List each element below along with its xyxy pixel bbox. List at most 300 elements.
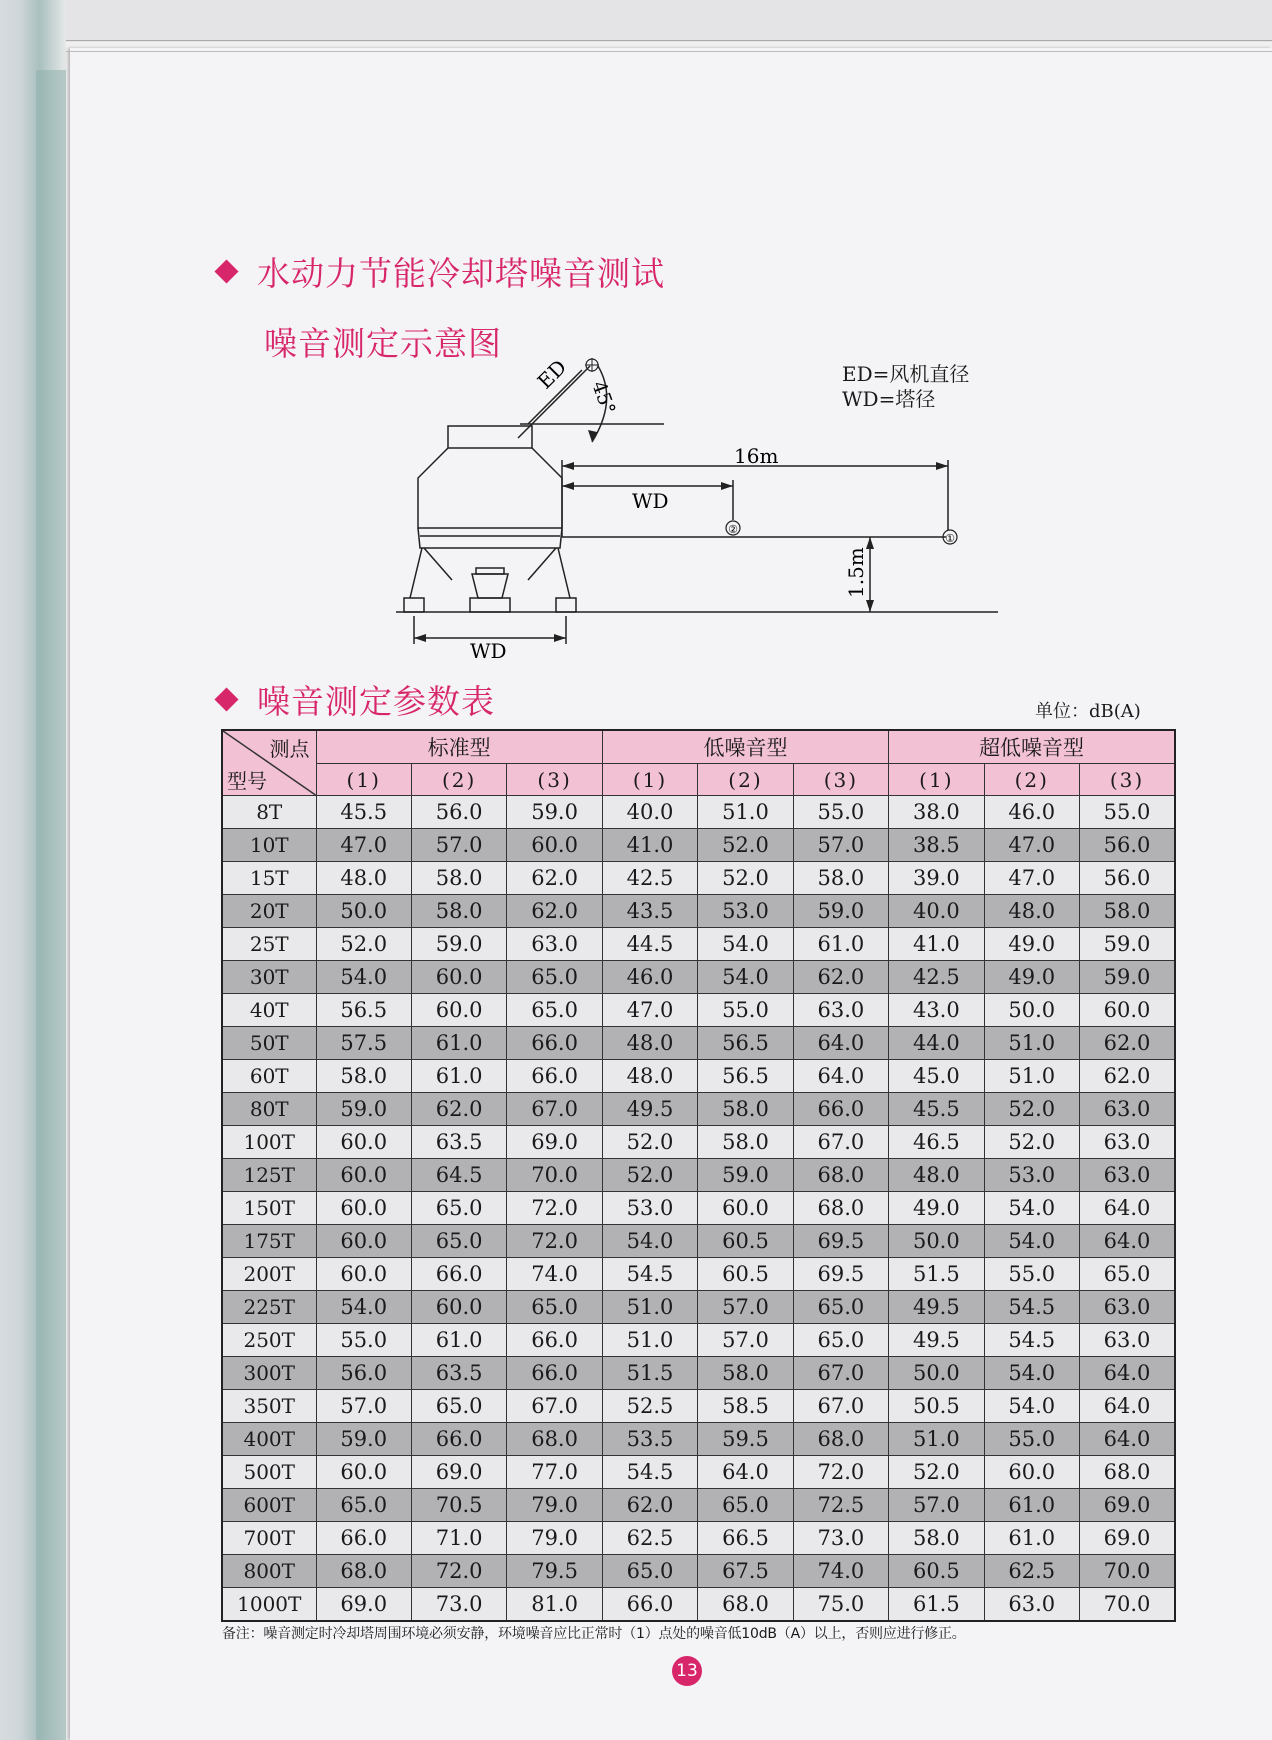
table-row <box>222 1522 1175 1555</box>
group-header-ultra-low-noise: 超低噪音型 <box>889 730 1175 764</box>
noise-value-cell: 66.0 <box>316 1522 411 1555</box>
noise-value-cell: 50.0 <box>316 895 411 928</box>
table-row <box>222 1060 1175 1093</box>
noise-value-cell: 67.0 <box>507 1390 602 1423</box>
table-row <box>222 1456 1175 1489</box>
noise-value-cell: 64.0 <box>1080 1357 1176 1390</box>
noise-value-cell: 57.0 <box>889 1489 984 1522</box>
noise-value-cell: 60.0 <box>507 829 602 862</box>
noise-value-cell: 72.0 <box>411 1555 506 1588</box>
noise-value-cell: 61.0 <box>984 1489 1079 1522</box>
noise-value-cell: 65.0 <box>507 1291 602 1324</box>
noise-value-cell: 48.0 <box>889 1159 984 1192</box>
table-row <box>222 829 1175 862</box>
noise-value-cell: 49.0 <box>889 1192 984 1225</box>
point-header: (1) <box>316 764 411 796</box>
noise-value-cell: 59.5 <box>698 1423 793 1456</box>
noise-value-cell: 69.0 <box>411 1456 506 1489</box>
noise-value-cell: 52.0 <box>698 829 793 862</box>
noise-value-cell: 60.0 <box>411 994 506 1027</box>
noise-value-cell: 48.0 <box>316 862 411 895</box>
noise-value-cell: 59.0 <box>1080 961 1176 994</box>
noise-value-cell: 54.0 <box>698 961 793 994</box>
noise-value-cell: 64.0 <box>793 1027 888 1060</box>
noise-value-cell: 75.0 <box>793 1588 888 1622</box>
noise-value-cell: 58.0 <box>411 895 506 928</box>
noise-value-cell: 52.0 <box>698 862 793 895</box>
noise-value-cell: 64.0 <box>698 1456 793 1489</box>
model-cell: 300T <box>222 1357 316 1390</box>
noise-value-cell: 47.0 <box>316 829 411 862</box>
noise-value-cell: 68.0 <box>316 1555 411 1588</box>
noise-value-cell: 69.5 <box>793 1225 888 1258</box>
noise-value-cell: 60.0 <box>316 1258 411 1291</box>
noise-value-cell: 62.0 <box>793 961 888 994</box>
noise-value-cell: 70.5 <box>411 1489 506 1522</box>
table-row <box>222 1555 1175 1588</box>
point-header: (1) <box>602 764 697 796</box>
noise-value-cell: 59.0 <box>793 895 888 928</box>
noise-value-cell: 55.0 <box>793 796 888 829</box>
table-corner-header <box>222 730 316 796</box>
noise-value-cell: 52.0 <box>316 928 411 961</box>
model-cell: 15T <box>222 862 316 895</box>
noise-value-cell: 46.0 <box>602 961 697 994</box>
noise-value-cell: 67.5 <box>698 1555 793 1588</box>
noise-value-cell: 69.5 <box>793 1258 888 1291</box>
model-cell: 10T <box>222 829 316 862</box>
noise-value-cell: 51.0 <box>602 1324 697 1357</box>
noise-value-cell: 54.0 <box>316 961 411 994</box>
noise-value-cell: 53.0 <box>698 895 793 928</box>
noise-value-cell: 63.0 <box>1080 1093 1176 1126</box>
noise-value-cell: 66.0 <box>602 1588 697 1622</box>
table-row <box>222 1192 1175 1225</box>
noise-value-cell: 63.0 <box>1080 1126 1176 1159</box>
noise-value-cell: 60.0 <box>984 1456 1079 1489</box>
noise-value-cell: 60.0 <box>316 1126 411 1159</box>
noise-value-cell: 65.0 <box>411 1192 506 1225</box>
noise-value-cell: 54.5 <box>602 1258 697 1291</box>
table-row <box>222 1027 1175 1060</box>
noise-value-cell: 60.0 <box>316 1159 411 1192</box>
noise-value-cell: 63.0 <box>1080 1324 1176 1357</box>
point-header: (3) <box>507 764 602 796</box>
tower-body-lower <box>418 528 562 548</box>
noise-value-cell: 43.5 <box>602 895 697 928</box>
model-cell: 8T <box>222 796 316 829</box>
noise-value-cell: 66.0 <box>411 1423 506 1456</box>
noise-value-cell: 50.0 <box>984 994 1079 1027</box>
noise-value-cell: 62.5 <box>602 1522 697 1555</box>
model-cell: 125T <box>222 1159 316 1192</box>
label-16m: 16m <box>734 444 779 468</box>
model-cell: 150T <box>222 1192 316 1225</box>
noise-value-cell: 61.0 <box>411 1324 506 1357</box>
noise-value-cell: 62.0 <box>507 862 602 895</box>
noise-value-cell: 55.0 <box>984 1258 1079 1291</box>
noise-value-cell: 62.0 <box>507 895 602 928</box>
noise-value-cell: 58.0 <box>698 1357 793 1390</box>
noise-value-cell: 70.0 <box>507 1159 602 1192</box>
noise-value-cell: 57.0 <box>793 829 888 862</box>
model-cell: 20T <box>222 895 316 928</box>
noise-value-cell: 52.0 <box>602 1126 697 1159</box>
noise-measurement-diagram <box>0 0 1272 700</box>
model-cell: 175T <box>222 1225 316 1258</box>
noise-value-cell: 51.5 <box>889 1258 984 1291</box>
noise-value-cell: 56.0 <box>316 1357 411 1390</box>
noise-value-cell: 65.0 <box>793 1291 888 1324</box>
model-cell: 80T <box>222 1093 316 1126</box>
noise-value-cell: 51.0 <box>602 1291 697 1324</box>
noise-value-cell: 58.0 <box>411 862 506 895</box>
table-row <box>222 1588 1175 1622</box>
noise-value-cell: 60.0 <box>411 961 506 994</box>
table-row <box>222 1126 1175 1159</box>
noise-value-cell: 55.0 <box>698 994 793 1027</box>
group-header-low-noise: 低噪音型 <box>602 730 888 764</box>
noise-value-cell: 58.0 <box>1080 895 1176 928</box>
noise-value-cell: 58.0 <box>698 1126 793 1159</box>
table-row <box>222 928 1175 961</box>
noise-value-cell: 64.0 <box>1080 1225 1176 1258</box>
noise-value-cell: 47.0 <box>602 994 697 1027</box>
noise-value-cell: 65.0 <box>507 961 602 994</box>
noise-value-cell: 79.0 <box>507 1489 602 1522</box>
model-cell: 700T <box>222 1522 316 1555</box>
noise-value-cell: 74.0 <box>793 1555 888 1588</box>
noise-value-cell: 49.5 <box>602 1093 697 1126</box>
noise-value-cell: 49.0 <box>984 961 1079 994</box>
noise-value-cell: 66.0 <box>507 1027 602 1060</box>
tower-body-upper <box>418 448 562 528</box>
diagram-subtitle: 噪音测定示意图 <box>264 324 502 363</box>
noise-value-cell: 61.0 <box>411 1060 506 1093</box>
noise-value-cell: 64.0 <box>793 1060 888 1093</box>
noise-value-cell: 69.0 <box>316 1588 411 1622</box>
noise-value-cell: 61.0 <box>984 1522 1079 1555</box>
point-header: (3) <box>793 764 888 796</box>
noise-value-cell: 56.0 <box>1080 829 1176 862</box>
noise-value-cell: 70.0 <box>1080 1555 1176 1588</box>
noise-value-cell: 60.0 <box>411 1291 506 1324</box>
noise-value-cell: 63.0 <box>1080 1159 1176 1192</box>
model-cell: 100T <box>222 1126 316 1159</box>
noise-value-cell: 53.0 <box>984 1159 1079 1192</box>
noise-value-cell: 52.0 <box>984 1093 1079 1126</box>
noise-value-cell: 67.0 <box>507 1093 602 1126</box>
noise-value-cell: 54.5 <box>602 1456 697 1489</box>
noise-value-cell: 65.0 <box>793 1324 888 1357</box>
noise-value-cell: 50.5 <box>889 1390 984 1423</box>
table-row <box>222 1324 1175 1357</box>
noise-value-cell: 57.0 <box>698 1291 793 1324</box>
noise-value-cell: 68.0 <box>793 1423 888 1456</box>
corner-model-label: 型号 <box>227 769 267 793</box>
noise-value-cell: 44.5 <box>602 928 697 961</box>
table-row <box>222 1489 1175 1522</box>
point-header: (1) <box>889 764 984 796</box>
label-ed: ED <box>532 354 572 394</box>
noise-value-cell: 77.0 <box>507 1456 602 1489</box>
noise-value-cell: 68.0 <box>507 1423 602 1456</box>
noise-value-cell: 63.0 <box>984 1588 1079 1622</box>
noise-value-cell: 59.0 <box>507 796 602 829</box>
noise-value-cell: 66.0 <box>793 1093 888 1126</box>
noise-value-cell: 65.0 <box>316 1489 411 1522</box>
noise-value-cell: 68.0 <box>1080 1456 1176 1489</box>
page-number: 13 <box>676 1661 698 1681</box>
noise-value-cell: 53.0 <box>602 1192 697 1225</box>
noise-value-cell: 48.0 <box>984 895 1079 928</box>
noise-value-cell: 60.0 <box>698 1192 793 1225</box>
table-body <box>222 796 1175 1622</box>
noise-value-cell: 60.0 <box>316 1192 411 1225</box>
noise-value-cell: 49.5 <box>889 1291 984 1324</box>
noise-value-cell: 67.0 <box>793 1357 888 1390</box>
unit-label: 单位：dB(A) <box>1035 701 1141 722</box>
noise-value-cell: 60.0 <box>316 1225 411 1258</box>
noise-value-cell: 62.0 <box>411 1093 506 1126</box>
label-wd-bottom: WD <box>470 639 507 663</box>
noise-value-cell: 57.5 <box>316 1027 411 1060</box>
noise-value-cell: 65.0 <box>507 994 602 1027</box>
noise-value-cell: 50.0 <box>889 1357 984 1390</box>
noise-value-cell: 56.0 <box>411 796 506 829</box>
noise-value-cell: 65.0 <box>411 1225 506 1258</box>
noise-value-cell: 63.5 <box>411 1126 506 1159</box>
noise-value-cell: 66.5 <box>698 1522 793 1555</box>
legend-wd: WD=塔径 <box>842 387 936 411</box>
noise-value-cell: 67.0 <box>793 1390 888 1423</box>
model-cell: 1000T <box>222 1588 316 1622</box>
noise-value-cell: 57.0 <box>698 1324 793 1357</box>
point-header: (2) <box>698 764 793 796</box>
diamond-bullet-icon <box>214 687 238 711</box>
footnote: 备注：噪音测定时冷却塔周围环境必须安静，环境噪音应比正常时（1）点处的噪音低10dB（A）以上，否则应进行修正。 <box>222 1626 966 1642</box>
noise-value-cell: 58.0 <box>316 1060 411 1093</box>
noise-value-cell: 52.0 <box>889 1456 984 1489</box>
noise-value-cell: 45.5 <box>316 796 411 829</box>
noise-value-cell: 59.0 <box>411 928 506 961</box>
noise-value-cell: 66.0 <box>507 1060 602 1093</box>
noise-value-cell: 51.0 <box>984 1060 1079 1093</box>
noise-value-cell: 73.0 <box>793 1522 888 1555</box>
noise-value-cell: 72.0 <box>507 1225 602 1258</box>
table-row <box>222 1159 1175 1192</box>
table-row <box>222 994 1175 1027</box>
noise-value-cell: 64.5 <box>411 1159 506 1192</box>
noise-value-cell: 69.0 <box>1080 1522 1176 1555</box>
noise-value-cell: 58.0 <box>793 862 888 895</box>
model-cell: 350T <box>222 1390 316 1423</box>
noise-value-cell: 54.0 <box>984 1357 1079 1390</box>
noise-value-cell: 51.0 <box>984 1027 1079 1060</box>
noise-value-cell: 79.5 <box>507 1555 602 1588</box>
noise-value-cell: 40.0 <box>602 796 697 829</box>
noise-value-cell: 46.5 <box>889 1126 984 1159</box>
noise-value-cell: 60.5 <box>698 1258 793 1291</box>
noise-value-cell: 45.5 <box>889 1093 984 1126</box>
table-row <box>222 1258 1175 1291</box>
noise-value-cell: 66.0 <box>411 1258 506 1291</box>
tower-basin <box>472 574 508 598</box>
model-cell: 50T <box>222 1027 316 1060</box>
noise-value-cell: 64.0 <box>1080 1390 1176 1423</box>
noise-value-cell: 61.0 <box>411 1027 506 1060</box>
table-row <box>222 1291 1175 1324</box>
noise-value-cell: 69.0 <box>507 1126 602 1159</box>
label-wd-top: WD <box>632 489 669 513</box>
noise-value-cell: 54.5 <box>984 1324 1079 1357</box>
noise-value-cell: 68.0 <box>793 1192 888 1225</box>
noise-value-cell: 54.0 <box>984 1225 1079 1258</box>
table-row <box>222 862 1175 895</box>
noise-value-cell: 64.0 <box>1080 1423 1176 1456</box>
noise-value-cell: 63.0 <box>1080 1291 1176 1324</box>
noise-value-cell: 49.0 <box>984 928 1079 961</box>
noise-value-cell: 55.0 <box>984 1423 1079 1456</box>
noise-value-cell: 45.0 <box>889 1060 984 1093</box>
legend-ed: ED=风机直径 <box>842 362 970 386</box>
noise-value-cell: 66.0 <box>507 1357 602 1390</box>
noise-value-cell: 41.0 <box>889 928 984 961</box>
model-cell: 250T <box>222 1324 316 1357</box>
noise-value-cell: 61.0 <box>793 928 888 961</box>
noise-value-cell: 62.0 <box>1080 1060 1176 1093</box>
noise-value-cell: 62.5 <box>984 1555 1079 1588</box>
noise-value-cell: 72.0 <box>507 1192 602 1225</box>
noise-value-cell: 40.0 <box>889 895 984 928</box>
noise-value-cell: 59.0 <box>316 1093 411 1126</box>
noise-value-cell: 52.0 <box>984 1126 1079 1159</box>
noise-value-cell: 68.0 <box>698 1588 793 1622</box>
noise-value-cell: 56.0 <box>1080 862 1176 895</box>
noise-value-cell: 73.0 <box>411 1588 506 1622</box>
noise-value-cell: 57.0 <box>411 829 506 862</box>
noise-value-cell: 51.5 <box>602 1357 697 1390</box>
noise-value-cell: 47.0 <box>984 862 1079 895</box>
noise-value-cell: 48.0 <box>602 1060 697 1093</box>
table-row <box>222 1357 1175 1390</box>
model-cell: 600T <box>222 1489 316 1522</box>
noise-value-cell: 58.0 <box>698 1093 793 1126</box>
table-row <box>222 961 1175 994</box>
noise-value-cell: 56.5 <box>316 994 411 1027</box>
noise-value-cell: 59.0 <box>1080 928 1176 961</box>
model-cell: 60T <box>222 1060 316 1093</box>
noise-value-cell: 65.0 <box>411 1390 506 1423</box>
noise-value-cell: 63.5 <box>411 1357 506 1390</box>
noise-value-cell: 50.0 <box>889 1225 984 1258</box>
noise-value-cell: 56.5 <box>698 1027 793 1060</box>
noise-value-cell: 79.0 <box>507 1522 602 1555</box>
table-row <box>222 1225 1175 1258</box>
noise-value-cell: 81.0 <box>507 1588 602 1622</box>
noise-value-cell: 48.0 <box>602 1027 697 1060</box>
noise-value-cell: 54.5 <box>984 1291 1079 1324</box>
noise-value-cell: 71.0 <box>411 1522 506 1555</box>
section-title-parameter-table <box>218 676 495 723</box>
noise-value-cell: 60.0 <box>1080 994 1176 1027</box>
model-cell: 800T <box>222 1555 316 1588</box>
noise-value-cell: 38.5 <box>889 829 984 862</box>
model-cell: 500T <box>222 1456 316 1489</box>
noise-value-cell: 53.5 <box>602 1423 697 1456</box>
noise-value-cell: 74.0 <box>507 1258 602 1291</box>
noise-value-cell: 42.5 <box>602 862 697 895</box>
noise-value-cell: 51.0 <box>889 1423 984 1456</box>
noise-value-cell: 67.0 <box>793 1126 888 1159</box>
page-number-badge <box>672 1656 702 1686</box>
noise-value-cell: 55.0 <box>316 1324 411 1357</box>
table-row <box>222 1390 1175 1423</box>
noise-value-cell: 70.0 <box>1080 1588 1176 1622</box>
noise-value-cell: 51.0 <box>698 796 793 829</box>
noise-value-cell: 52.0 <box>602 1159 697 1192</box>
noise-value-cell: 60.0 <box>316 1456 411 1489</box>
corner-point-label: 测点 <box>269 737 310 761</box>
section-title-text: 噪音测定参数表 <box>257 682 495 721</box>
noise-value-cell: 68.0 <box>793 1159 888 1192</box>
table-row <box>222 895 1175 928</box>
noise-value-cell: 47.0 <box>984 829 1079 862</box>
noise-value-cell: 57.0 <box>316 1390 411 1423</box>
model-cell: 225T <box>222 1291 316 1324</box>
label-height: 1.5m <box>844 547 868 598</box>
noise-value-cell: 54.0 <box>984 1390 1079 1423</box>
noise-value-cell: 62.0 <box>1080 1027 1176 1060</box>
model-cell: 200T <box>222 1258 316 1291</box>
model-cell: 25T <box>222 928 316 961</box>
point-1-marker: ① <box>945 532 955 545</box>
point-header-row <box>222 764 1175 796</box>
noise-value-cell: 54.0 <box>984 1192 1079 1225</box>
noise-value-cell: 60.5 <box>889 1555 984 1588</box>
noise-value-cell: 39.0 <box>889 862 984 895</box>
table-row <box>222 796 1175 829</box>
point-2-marker: ② <box>728 523 738 536</box>
noise-value-cell: 54.0 <box>698 928 793 961</box>
noise-value-cell: 60.5 <box>698 1225 793 1258</box>
model-cell: 30T <box>222 961 316 994</box>
noise-value-cell: 64.0 <box>1080 1192 1176 1225</box>
noise-value-cell: 72.5 <box>793 1489 888 1522</box>
noise-value-cell: 44.0 <box>889 1027 984 1060</box>
noise-value-cell: 55.0 <box>1080 796 1176 829</box>
point-header: (2) <box>411 764 506 796</box>
noise-value-cell: 41.0 <box>602 829 697 862</box>
table-row <box>222 1423 1175 1456</box>
noise-value-cell: 72.0 <box>793 1456 888 1489</box>
section-title-text: 水动力节能冷却塔噪音测试 <box>257 254 665 293</box>
noise-value-cell: 42.5 <box>889 961 984 994</box>
noise-value-cell: 59.0 <box>698 1159 793 1192</box>
noise-value-cell: 62.0 <box>602 1489 697 1522</box>
point-header: (2) <box>984 764 1079 796</box>
noise-value-cell: 46.0 <box>984 796 1079 829</box>
noise-value-cell: 59.0 <box>316 1423 411 1456</box>
noise-value-cell: 38.0 <box>889 796 984 829</box>
noise-value-cell: 54.0 <box>602 1225 697 1258</box>
noise-parameter-table <box>221 729 1176 1622</box>
noise-value-cell: 58.0 <box>889 1522 984 1555</box>
noise-value-cell: 58.5 <box>698 1390 793 1423</box>
noise-value-cell: 65.0 <box>1080 1258 1176 1291</box>
noise-value-cell: 54.0 <box>316 1291 411 1324</box>
tower-legs <box>410 548 570 598</box>
